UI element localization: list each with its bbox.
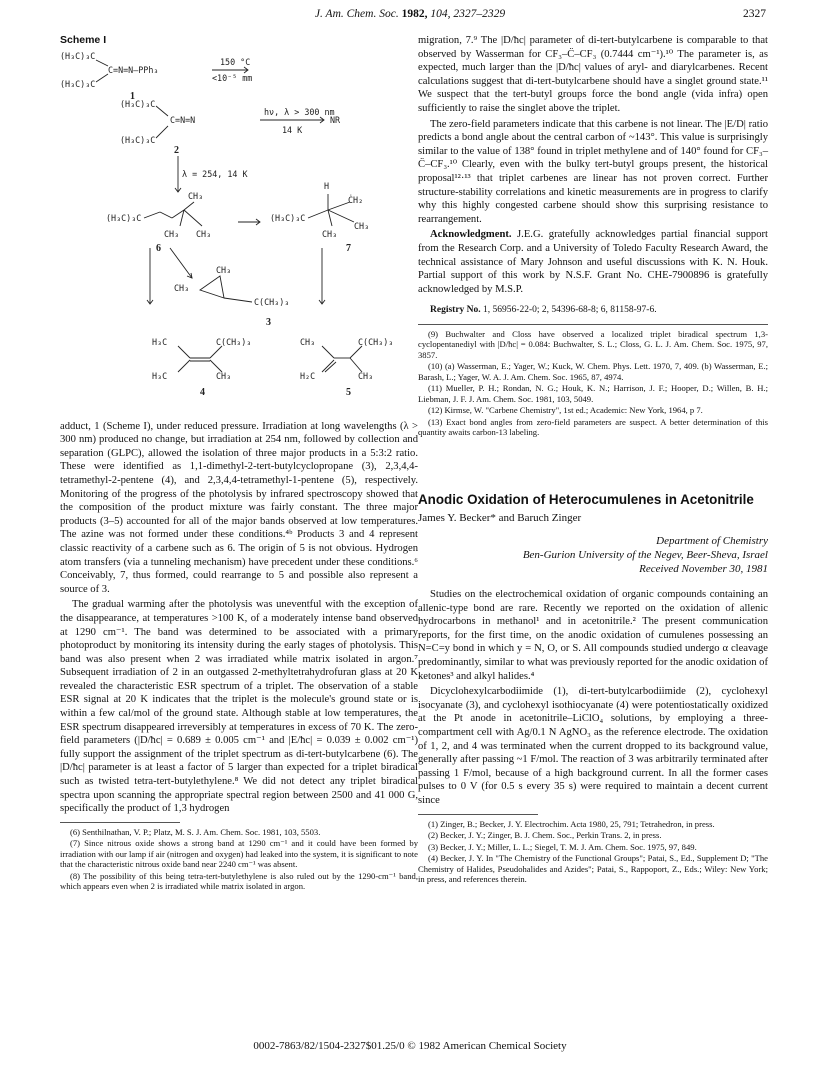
registry-numbers: Registry No. 1, 56956-22-0; 2, 54396-68-8; 6, 81158-97-6. (430, 305, 657, 316)
arrow2-condition-top: hν, λ > 300 nm (264, 106, 335, 117)
cmpd1-tbu-top: (H₃C)₃C (60, 50, 96, 61)
affiliation: Department of Chemistry Ben-Gurion University of the Negev, Beer-Sheva, Israel Received November 30, 1981 (522, 535, 768, 576)
footnote-rule (418, 324, 768, 325)
cmpd3-tbu: C(CH₃)₃ (254, 296, 290, 307)
footnote: (1) Zinger, B.; Becker, J. Y. Electrochim. Acta 1980, 25, 791; Tetrahedron, in press. (428, 818, 715, 829)
body-paragraph: Studies on the electrochemical oxidation of organic compounds containing an allenic-type bond are rare. Recently we reported on the oxidation of allenic hydrocarbons in methanol¹ and in acetonitrile.² The present communication reports, for the first time, on the anodic oxidation of cumulenes possessing an N=C=y bond in which y = N, O, or S. All compounds studied undergo α cleavage predominantly, similar to what was previously reported for the anodic oxidation of ketones³ and alkyl halides.⁴ (418, 589, 768, 682)
footnote: (10) (a) Wasserman, E.; Yager, W.; Kuck, W. Chem. Phys. Lett. 1970, 7, 409. (b) Wasserman, E.; Barash, L.; Yager, W. A. J. Am. Chem. Soc. 1965, 87, 4974. (418, 361, 768, 382)
body-paragraph: Dicyclohexylcarbodiimide (1), di-tert-butylcarbodiimide (2), cyclohexyl isocyanate (3), and cyclohexyl isothiocyanate (4) were potentiostatically oxidized at the Pt anode in acetonitrile–LiClO₄ solutions, by employing a three-compartment cell with Ag/0.1 N AgNO₃ as the reference electrode. The oxidation of 1, 2, and 4 was terminated when the current dropped to its background value, generally after passing ~1 F/mol. The reaction of 3 was arbitrarily terminated after passing 1 F/mol, because of a high background current. In all the former cases pulses to 0 V (for 0.5 s every 35 s) were required to maintain a decent current since (418, 686, 768, 806)
acknowledgment (418, 228, 768, 296)
left-column (60, 34, 418, 893)
article-title: Anodic Oxidation of Heterocumulenes in Acetonitrile (418, 491, 754, 507)
footnote: (4) Becker, J. Y. In "The Chemistry of the Functional Groups"; Patai, S., Ed., Supplement D; "The Chemistry of Halides, Pseudohalides and Azides"; Patai, S., Rappoport, Z., Eds.; Wiley: New York; in press, and references therein. (418, 853, 768, 885)
reaction-scheme (60, 50, 418, 498)
acknowledgment-label: Acknowledgment. (430, 229, 512, 241)
acknowledgment-text: J.E.G. gratefully acknowledges partial financial support from the Research Corp. and a University of Toledo Faculty Research Award, the technical assistance of Mary Johnson and useful discussions with K. N. Houk. Partial support of this work by N.S.F. Grant No. CHE-7900896 is gratefully acknowledged by M.S.P. (418, 229, 768, 295)
cmpd4-h3c-top: H₃C (152, 336, 168, 347)
cmpd7-h: H (324, 180, 330, 191)
cmpd4-ch3: CH₃ (216, 370, 232, 381)
label-1: 1 (130, 90, 135, 102)
footnotes (60, 827, 418, 892)
cmpd5-tbu: C(CH₃)₃ (358, 336, 394, 347)
page-footer: 0002-7863/82/1504-2327$01.25/0 © 1982 American Chemical Society (253, 1040, 567, 1052)
footnote: (13) Exact bond angles from zero-field parameters are suspect. A better determination of this quantity awaits carbon-13 labeling. (418, 416, 768, 438)
cmpd3-ch3-top: CH₃ (216, 264, 232, 275)
arrow3-condition: λ = 254, 14 K (182, 168, 248, 179)
footnotes (418, 819, 768, 885)
footnote-rule (60, 822, 180, 823)
cmpd6-tbu: (H₃C)₃C (106, 212, 142, 223)
cmpd1-tbu-bottom: (H₃C)₃C (60, 78, 96, 89)
cmpd2-tbu-bottom: (H₃C)₃C (120, 134, 156, 145)
cmpd6-ch3-a: CH₃ (188, 190, 204, 201)
cmpd7-ch3-b: CH₃ (354, 220, 370, 231)
label-5: 5 (346, 386, 351, 398)
body-paragraph: adduct, 1 (Scheme I), under reduced pressure. Irradiation at long wavelengths (λ > 300 nm) produced no change, but irradiation at 254 nm, followed by collection and separation (GLPC), allowed the isolation of three major products in a 5:3:2 ratio. These were identified as 1,1-dimethyl-2-tert-butylcyclopropane (3), 2,3,4,4-tetramethyl-2-pentene (4), and 2,3,4,4-tetramethyl-1-pentene (5), respectively. Monitoring of the progress of the photolysis by infrared spectroscopy showed that the composition of the product mixture was fairly constant. The three major products (3–5) accounted for all of the major bands observed at low temperatures. The azine was not formed under these conditions.⁴ᵇ Products 3 and 4 represent classic reactivity of a carbene such as 6. The origin of 5 is not obvious. Hydrogen atom transfers (via a tunneling mechanism) have precedent under these conditions.⁶ Conceivably, 7, thus formed, could rearrange to 5 and possible also represent a source of 3. (60, 420, 418, 595)
right-column (418, 34, 768, 886)
label-7: 7 (346, 242, 351, 254)
journal-citation: J. Am. Chem. Soc. 1982, 104, 2327–2329 (314, 8, 506, 20)
cmpd4-h3c-bottom: H₃C (152, 370, 168, 381)
label-4: 4 (200, 386, 205, 398)
footnote: (12) Kirmse, W. "Carbene Chemistry", 1st ed.; Academic: New York, 1964, p 7. (428, 405, 703, 416)
arrow2-condition-bottom: 14 K (282, 124, 303, 135)
cmpd6-ch3-b: CH₃ (164, 228, 180, 239)
cmpd4-tbu: C(CH₃)₃ (216, 336, 252, 347)
footnote: (2) Becker, J. Y.; Zinger, B. J. Chem. Soc., Perkin Trans. 2, in press. (428, 830, 662, 841)
cmpd7-ch3-a: CH₃ (322, 228, 338, 239)
footnote: (3) Becker, J. Y.; Miller, L. L.; Siegel, T. M. J. Am. Chem. Soc. 1975, 97, 849. (428, 841, 697, 852)
arrow1-condition-top: 150 °C (220, 56, 251, 67)
scheme-bonds (60, 50, 418, 498)
cmpd3-ch3-left: CH₃ (174, 282, 190, 293)
cmpd7-tbu: (H₃C)₃C (270, 212, 306, 223)
page-number: 2327 (743, 8, 766, 20)
label-6: 6 (156, 242, 161, 254)
footnote: (6) Senthilnathan, V. P.; Platz, M. S. J. Am. Chem. Soc. 1981, 103, 5503. (70, 826, 321, 837)
cmpd6-ch3-c: CH₃ (196, 228, 212, 239)
footnotes (418, 329, 768, 438)
cmpd5-ch3-b: CH₃ (358, 370, 374, 381)
cmpd5-h2c: H₂C (300, 370, 316, 381)
cmpd7-ch2: ĊH₂ (348, 194, 364, 205)
cmpd2-chain: C=N=N (170, 114, 196, 125)
label-3: 3 (266, 316, 271, 328)
footnote: (8) The possibility of this being tetra-tert-butylethylene is also ruled out by the 1290-cm⁻¹ band, which appears even when 2 is irradiated while matrix isolated in argon. (60, 870, 418, 892)
article-authors: James Y. Becker* and Baruch Zinger (418, 512, 582, 525)
body-paragraph: migration, 7.⁹ The |D/ħc| parameter of di-tert-butylcarbene is comparable to that observed by Wasserman for CF₃–C̈–CF₃ (0.7444 cm⁻¹).¹⁰ The parameter is, as expected, much larger than the |D/ħc| values of aryl- and diarylcarbenes. Recent calculations suggest that di-tert-butylcarbene should have a singlet ground state.¹¹ We suspect that the tert-butyl groups force the bond angle (vida infra) open sufficiently to raise the singlet above the triplet. (418, 35, 768, 114)
cmpd1-chain: C=N=N—PPh₃ (108, 64, 159, 75)
footnote: (11) Mueller, P. H.; Rondan, N. G.; Houk, K. N.; Harrison, J. F.; Hooper, D.; Willen, B. H.; Liebman, J. F. J. Am. Chem. Soc. 1981, 103, 5049. (418, 383, 768, 404)
scheme-title: Scheme I (60, 34, 107, 46)
arrow2-product: NR (330, 114, 341, 125)
footnote: (7) Since nitrous oxide shows a strong band at 1290 cm⁻¹ and it could have been formed by irradiation with our lamp if air (nitrogen and oxygen) had leaked into the system, it is significant to note that the characteristic nitrous oxide band near 2240 cm⁻¹ was absent. (60, 838, 418, 870)
footnote-rule (418, 814, 538, 815)
label-2: 2 (174, 144, 179, 156)
body-paragraph: The zero-field parameters indicate that this carbene is not linear. The |E/D| ratio predicts a bond angle about the central carbon of ~143°. This value is surprisingly similar to the value of 138° found in triplet methylene and of 140° found for CF₃–C̈–CF₃.¹⁰ Clearly, even with the bulky tert-butyl groups present, the historical proposal¹²·¹³ that triplet carbenes are linear has not proven correct. Further structure-stability correlations and kinetic measurements are in progress to clarify why this highly congested carbene should show this surprising resistance to rearrangement. (418, 118, 768, 225)
arrow1-condition-bottom: <10⁻⁵ mm (212, 72, 253, 83)
cmpd2-tbu-top: (H₃C)₃C (120, 98, 156, 109)
cmpd5-ch3: CH₃ (300, 336, 316, 347)
footnote: (9) Buchwalter and Closs have observed a localized triplet biradical spectrum 1,3-cyclopentanediyl with |D/ħc| = 0.084: Buchwalter, S. L.; Closs, G. L. J. Am. Chem. Soc. 1975, 97, 3857. (418, 328, 768, 360)
body-paragraph: The gradual warming after the photolysis was uneventful with the exception of the disappearance, at temperatures >100 K, of a moderately intense band observed at 1290 cm⁻¹. The band was determined to be associated with a primary photoproduct by monitoring its intensity during the early stages of photolysis. This band was also present when 2 was irradiated while matrix isolated in argon.⁷ Subsequent irradiation of 2 in an outgassed 2-methyltetrahydrofuran glass at 20 K revealed the characteristic ESR spectrum of a triplet. The observation of a stable ESR signal at 20 K indicates that the triplet is the molecule's ground state or is within a few cal/mol of the ground state. Although stable at low temperatures, the ESR spectrum disappeared irreversibly at temperatures in excess of 70 K. The zero-field parameters (|D/ħc| = 0.689 ± 0.005 cm⁻¹ and |E/ħc| = 0.039 ± 0.002 cm⁻¹) fully support the assignment of the triplet spectrum as di-tert-butylcarbene (6). The |D/ħc| parameter is at least a factor of 5 larger than expected for a triplet biradical such as twisted tetra-tert-butylethylene.⁸ We did not detect any triplet biradical spectra upon scanning the appropriate spectral region between 2500 and 41 000 G, specifically the product of 1,3 hydrogen (60, 599, 418, 815)
